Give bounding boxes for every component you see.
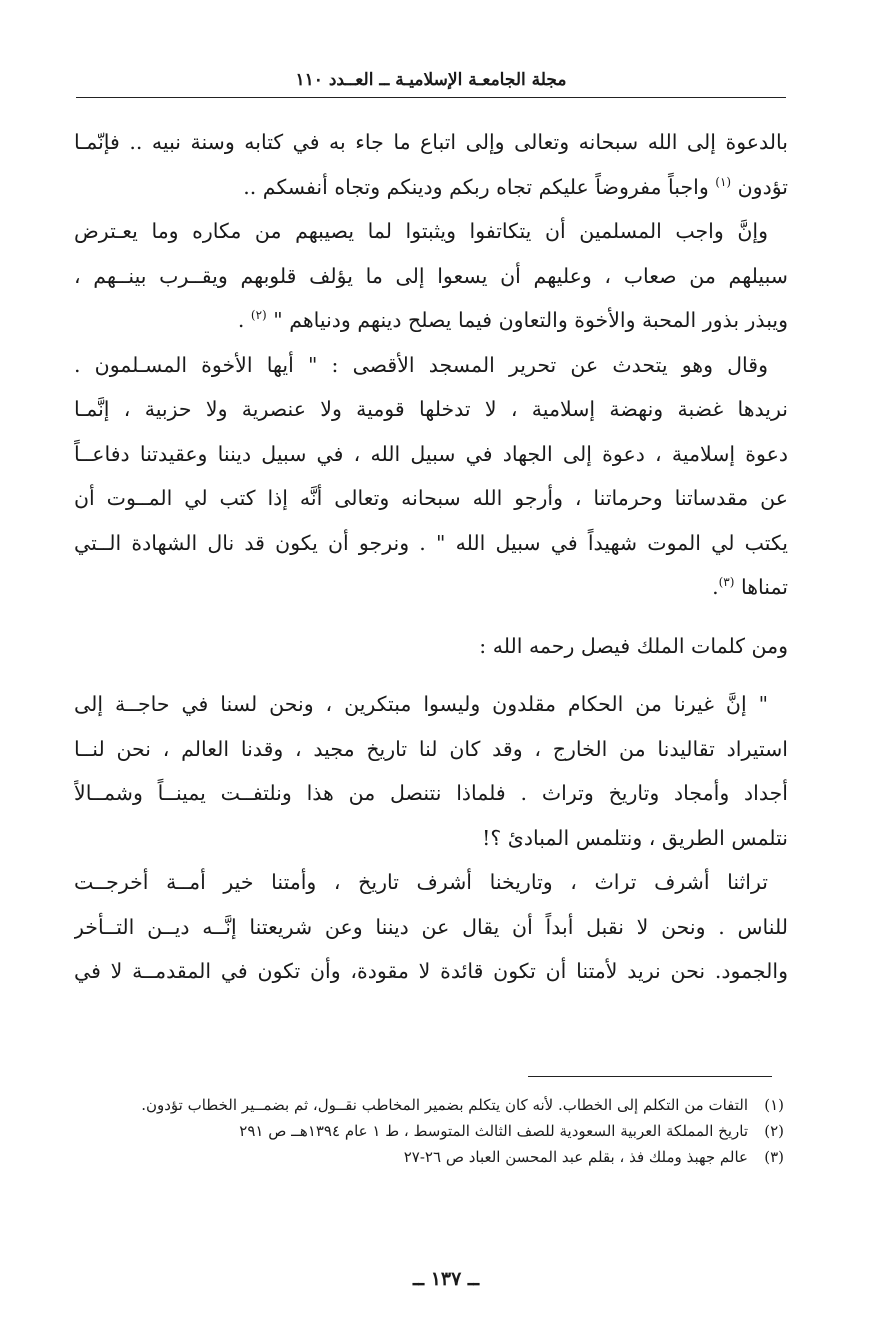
footnote-number: (٢) bbox=[764, 1122, 784, 1140]
footnote-ref-1: (١) bbox=[715, 174, 732, 189]
footnote-rule bbox=[528, 1076, 772, 1077]
text-line: سبيلهم من صعاب ، وعليهم أن يسعوا إلى ما يؤلف قلوبهم ويقــرب بينــهم ، bbox=[74, 263, 788, 288]
footnote-text: التفات من التكلم إلى الخطاب. لأنه كان يتكلم بضمير المخاطب نقــول، ثم بضمــير الخطاب تؤدون. bbox=[141, 1096, 748, 1114]
footnote-text: تاريخ المملكة العربية السعودية للصف الثالث المتوسط ، ط ١ عام ١٣٩٤هــ ص ٢٩١ bbox=[239, 1122, 748, 1140]
text-line: وإنَّ واجب المسلمين أن يتكاتفوا ويثبتوا لما يصيبهم من مكاره وما يعـترض bbox=[74, 219, 768, 243]
footnote-ref-3: (٣) bbox=[718, 575, 735, 590]
text-line: يكتب لي الموت شهيداً في سبيل الله " . ونرجو أن يكون قد نال الشهادة الــتي bbox=[74, 530, 788, 555]
text-line: استيراد تقاليدنا من الخارج ، وقد كان لنا تاريخ مجيد ، وقدنا العالم ، نحن لنــا bbox=[74, 736, 788, 761]
paragraph-gap bbox=[74, 610, 788, 624]
text-line: " إنَّ غيرنا من الحكام مقلدون وليسوا مبتكرين ، ونحن لسنا في حاجــة إلى bbox=[74, 692, 768, 716]
text-line bbox=[74, 298, 788, 343]
footnote-item bbox=[60, 1092, 784, 1118]
footnote-ref-2: (٢) bbox=[250, 308, 267, 323]
text-line: نريدها غضبة ونهضة إسلامية ، لا تدخلها قومية ولا عنصرية ولا حزبية ، إنَّمـا bbox=[74, 397, 788, 421]
text-line: للناس . ونحن لا نقبل أبداً أن يقال عن ديننا وعن شريعتنا إنَّــه ديــن التــأخر bbox=[74, 914, 788, 939]
text-line bbox=[74, 565, 788, 610]
text-fragment: تمناها bbox=[740, 575, 788, 599]
text-fragment: . bbox=[237, 308, 251, 332]
text-fragment: واجباً مفروضاً عليكم تجاه ربكم ودينكم وتجاه أنفسكم .. bbox=[243, 174, 716, 199]
text-line: عن مقدساتنا وحرماتنا ، وأرجو الله سبحانه وتعالى أنَّه إذا كتب لي المــوت أن bbox=[74, 486, 788, 510]
paragraph-gap bbox=[74, 668, 788, 682]
text-fragment: تؤدون bbox=[737, 174, 788, 199]
text-line: تراثنا أشرف تراث ، وتاريخنا أشرف تاريخ ، وأمتنا خير أمــة أخرجــت bbox=[74, 870, 768, 894]
page-number: ــ ١٣٧ ــ bbox=[412, 1268, 480, 1290]
footnote-item bbox=[60, 1144, 784, 1170]
running-header: مجلة الجامعـة الإسلاميـة ــ العــدد ١١٠ bbox=[295, 70, 567, 90]
footnote-item bbox=[60, 1118, 784, 1144]
text-line: بالدعوة إلى الله سبحانه وتعالى وإلى اتباع ما جاء به في كتابه وسنة نبيه .. فإنّمـا bbox=[74, 130, 788, 154]
text-line: وقال وهو يتحدث عن تحرير المسجد الأقصى : " أيها الأخوة المسـلمون . bbox=[74, 352, 768, 377]
footnotes bbox=[60, 1092, 784, 1170]
main-text bbox=[74, 120, 788, 994]
text-line bbox=[74, 165, 788, 210]
text-fragment: . bbox=[712, 575, 719, 599]
text-line: ومن كلمات الملك فيصل رحمه الله : bbox=[479, 633, 788, 658]
text-fragment: ويبذر بذور المحبة والأخوة والتعاون فيما يصلح دينهم ودنياهم " bbox=[273, 308, 788, 332]
footnote-number: (٣) bbox=[764, 1148, 784, 1166]
header-rule bbox=[76, 97, 786, 98]
footnote-number: (١) bbox=[764, 1096, 784, 1114]
text-line: دعوة إسلامية ، دعوة إلى الجهاد في سبيل الله ، في سبيل ديننا وعقيدتنا دفاعــاً bbox=[74, 441, 788, 466]
text-line: أجداد وأمجاد وتاريخ وتراث . فلماذا نتنصل من هذا ونلتفــت يمينــاً وشمــالاً bbox=[74, 781, 788, 805]
footnote-text: عالم جهبذ وملك فذ ، بقلم عبد المحسن العباد ص ٢٦-٢٧ bbox=[403, 1148, 748, 1166]
text-line: نتلمس الطريق ، ونتلمس المبادئ ؟! bbox=[482, 825, 788, 850]
text-line: والجمود. نحن نريد لأمتنا أن تكون قائدة لا مقودة، وأن تكون في المقدمــة لا في bbox=[74, 959, 788, 983]
